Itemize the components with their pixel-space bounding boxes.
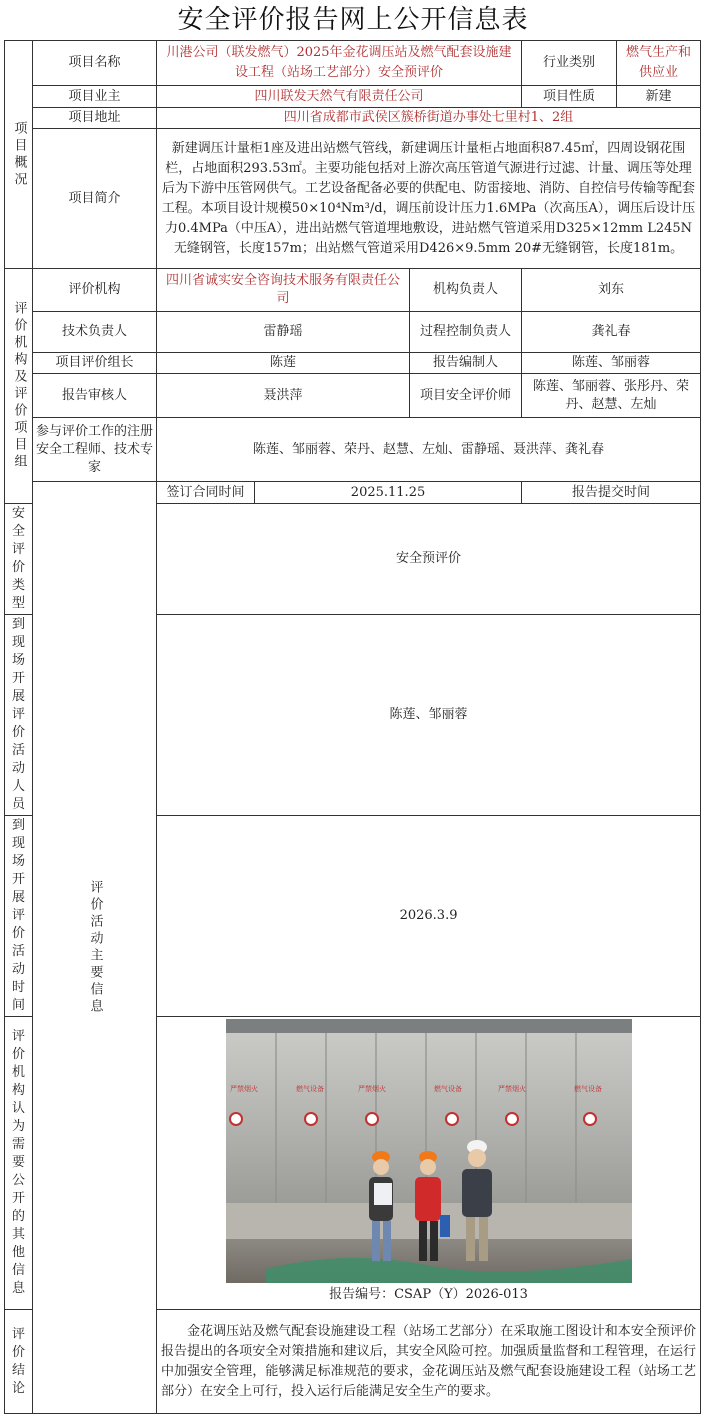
engineers-value: 陈莲、邹丽蓉、荣丹、赵慧、左灿、雷静瑶、聂洪萍、龚礼春 [157, 418, 701, 482]
section-activity: 评价活动主要信息 [33, 482, 157, 1414]
org-label: 评价机构 [33, 269, 157, 312]
tech-head-value: 雷静瑶 [157, 312, 410, 353]
owner-value: 四川联发天然气有限责任公司 [157, 86, 522, 108]
onsite-time-label: 到现场开展评价活动时间 [5, 816, 33, 1017]
sign-text-5: 严禁烟火 [497, 1085, 526, 1093]
section-overview: 项目概况 [5, 41, 33, 269]
sign-text-2: 燃气设备 [295, 1085, 324, 1093]
sign-text-4: 燃气设备 [433, 1085, 462, 1093]
org-head-label: 机构负责人 [410, 269, 522, 312]
photo-caption: 报告编号：CSAP（Y）2026-013 [329, 1287, 528, 1302]
other-info-cell [157, 1017, 701, 1310]
process-label: 过程控制负责人 [410, 312, 522, 353]
site-photo [226, 1019, 632, 1283]
sign-text-3: 严禁烟火 [357, 1085, 386, 1093]
page-title: 安全评价报告网上公开信息表 [177, 5, 529, 35]
onsite-time-value: 2026.3.9 [157, 816, 701, 1017]
info-table [4, 40, 701, 1414]
nature-value: 新建 [617, 86, 701, 108]
tech-head-label: 技术负责人 [33, 312, 157, 353]
org-head-value: 刘东 [522, 269, 701, 312]
type-label: 安全评价类型 [5, 504, 33, 615]
writer-value: 陈莲、邹丽蓉 [522, 353, 701, 374]
leader-value: 陈莲 [157, 353, 410, 374]
industry-value: 燃气生产和供应业 [617, 41, 701, 86]
site-photo-drawing [226, 1019, 632, 1283]
onsite-staff-value: 陈莲、邹丽蓉 [157, 615, 701, 816]
contract-value: 2025.11.25 [255, 482, 522, 504]
intro-value: 新建调压计量柜1座及进出站燃气管线，新建调压计量柜占地面积87.45㎡，四周设钢花围栏，占地面积293.53㎡。主要功能包括对上游次高压管道气源进行过滤、计量、调压等处理后为下游中压管网供气。工艺设备配备必要的供配电、防雷接地、消防、自控信号传输等配套工程。本项目设计规模50×10⁴Nm³/d，调压前设计压力1.6MPa（次高压A），调压后设计压力0.4MPa（中压A），进出站燃气管道埋地敷设，进站燃气管道采用D325×12mm L245N无缝钢管，长度157m；出站燃气管道采用D426×9.5mm 20#无缝钢管，长度181m。 [157, 129, 701, 269]
safety-evaluator-value: 陈莲、邹丽蓉、张彤丹、荣丹、赵慧、左灿 [522, 374, 701, 418]
reviewer-value: 聂洪萍 [157, 374, 410, 418]
project-name-value: 川港公司（联发燃气）2025年金花调压站及燃气配套设施建设工程（站场工艺部分）安全预评价 [157, 41, 522, 86]
reviewer-label: 报告审核人 [33, 374, 157, 418]
project-name-label: 项目名称 [33, 41, 157, 86]
engineers-label: 参与评价工作的注册安全工程师、技术专家 [33, 418, 157, 482]
sign-text-6: 燃气设备 [573, 1085, 602, 1093]
process-value: 龚礼春 [522, 312, 701, 353]
owner-label: 项目业主 [33, 86, 157, 108]
org-value: 四川省诚实安全咨询技术服务有限责任公司 [157, 269, 410, 312]
address-label: 项目地址 [33, 108, 157, 129]
sign-text-1: 严禁烟火 [229, 1085, 258, 1093]
safety-evaluator-label: 项目安全评价师 [410, 374, 522, 418]
writer-label: 报告编制人 [410, 353, 522, 374]
section-org: 评价机构及评价项目组 [5, 269, 33, 504]
other-label: 评价机构认为需要公开的其他信息 [5, 1017, 33, 1310]
nature-label: 项目性质 [522, 86, 617, 108]
submit-label: 报告提交时间 [522, 482, 701, 504]
type-value: 安全预评价 [157, 504, 701, 615]
conclusion-label: 评价结论 [5, 1310, 33, 1414]
contract-label: 签订合同时间 [157, 482, 255, 504]
intro-label: 项目简介 [33, 129, 157, 269]
onsite-staff-label: 到现场开展评价活动人员 [5, 615, 33, 816]
leader-label: 项目评价组长 [33, 353, 157, 374]
address-value: 四川省成都市武侯区簇桥街道办事处七里村1、2组 [157, 108, 701, 129]
industry-label: 行业类别 [522, 41, 617, 86]
conclusion-value: 金花调压站及燃气配套设施建设工程（站场工艺部分）在采取施工图设计和本安全预评价报告提出的各项安全对策措施和建议后，其安全风险可控。加强质量监督和工程管理，在运行中加强安全管理，能够满足标准规范的要求，金花调压站及燃气配套设施建设工程（站场工艺部分）在安全上可行，投入运行后能满足安全生产的要求。 [161, 1323, 697, 1399]
